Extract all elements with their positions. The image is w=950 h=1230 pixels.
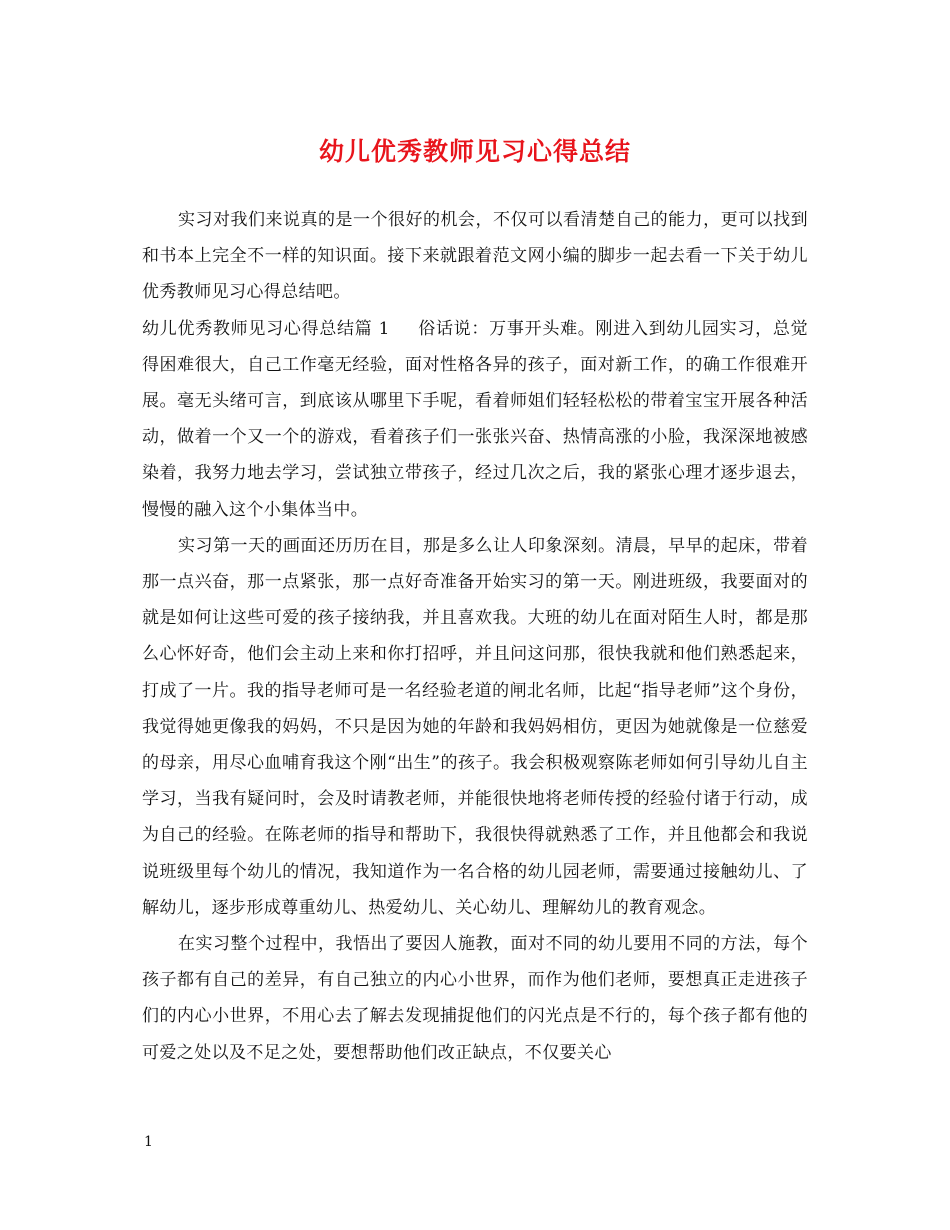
document-body	[142, 202, 808, 1071]
intro-paragraph: 实习对我们来说真的是一个很好的机会，不仅可以看清楚自己的能力，更可以找到和书本上完全不一样的知识面。接下来就跟着范文网小编的脚步一起去看一下关于幼儿优秀教师见习心得总结吧。	[142, 210, 808, 303]
document-title: 幼儿优秀教师见习心得总结	[318, 137, 631, 166]
section-1-paragraph	[142, 311, 808, 528]
paragraph-3: 在实习整个过程中，我悟出了要因人施教，面对不同的幼儿要用不同的方法，每个孩子都有自己的差异，有自己独立的内心小世界，而作为他们老师，要想真正走进孩子们的内心小世界，不用心去了解去发现捕捉他们的闪光点是不行的，每个孩子都有他的可爱之处以及不足之处，要想帮助他们改正缺点，不仅要关心	[142, 934, 808, 1063]
section-label: 幼儿优秀教师见习心得总结篇 1	[142, 318, 390, 339]
paragraph-2: 实习第一天的画面还历历在目，那是多么让人印象深刻。清晨，早早的起床，带着那一点兴奋，那一点紧张，那一点好奇准备开始实习的第一天。刚进班级，我要面对的就是如何让这些可爱的孩子接纳我，并且喜欢我。大班的幼儿在面对陌生人时，都是那么心怀好奇，他们会主动上来和你打招呼，并且问这问那，很快我就和他们熟悉起来，打成了一片。我的指导老师可是一名经验老道的闸北名师，比起“指导老师”这个身份，我觉得她更像我的妈妈，不只是因为她的年龄和我妈妈相仿，更因为她就像是一位慈爱的母亲，用尽心血哺育我这个刚“出生”的孩子。我会积极观察陈老师如何引导幼儿自主学习，当我有疑问时，会及时请教老师，并能很快地将老师传授的经验付诸于行动，成为自己的经验。在陈老师的指导和帮助下，我很快得就熟悉了工作，并且他都会和我说说班级里每个幼儿的情况，我知道作为一名合格的幼儿园老师，需要通过接触幼儿、了解幼儿，逐步形成尊重幼儿、热爱幼儿、关心幼儿、理解幼儿的教育观念。	[142, 535, 808, 918]
page-number: 1	[144, 1134, 153, 1150]
section-1-text: 俗话说：万事开头难。刚进入到幼儿园实习，总觉得困难很大，自己工作毫无经验，面对性格各异的孩子，面对新工作，的确工作很难开展。毫无头绪可言，到底该从哪里下手呢，看着师姐们轻轻松松的带着宝宝开展各种活动，做着一个又一个的游戏，看着孩子们一张张兴奋、热情高涨的小脸，我深深地被感染着，我努力地去学习，尝试独立带孩子，经过几次之后，我的紧张心理才逐步退去，慢慢的融入这个小集体当中。	[142, 318, 808, 520]
